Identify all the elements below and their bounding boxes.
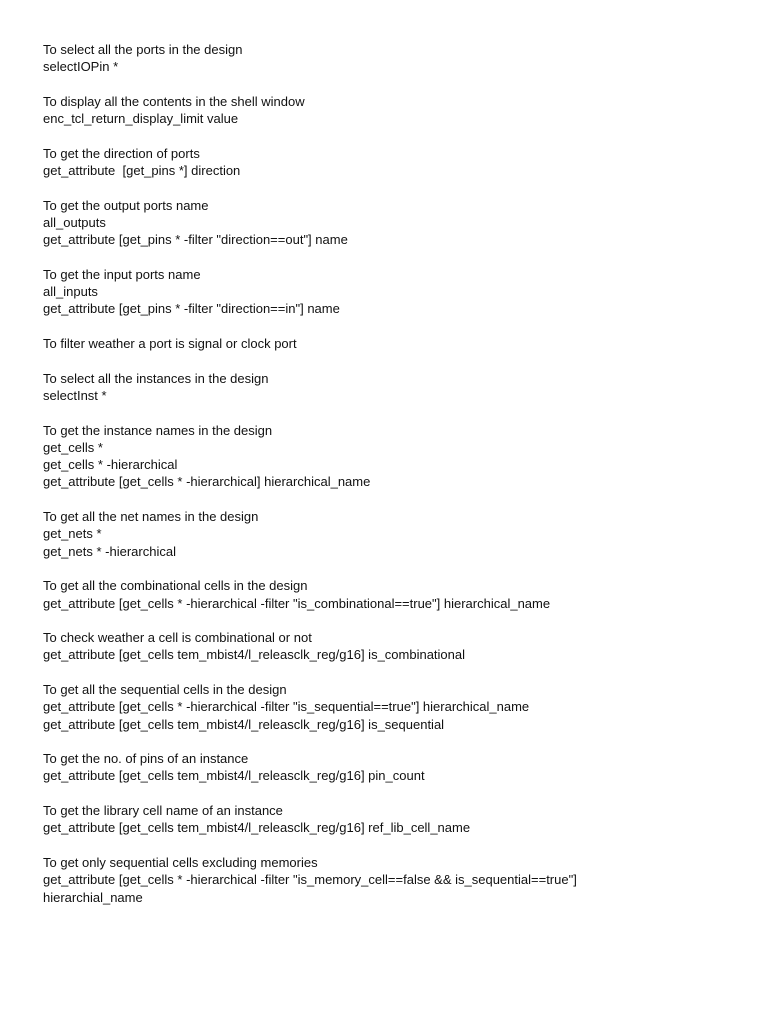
command-line: get_attribute [get_pins *] direction: [43, 163, 241, 179]
note-section: [43, 335, 743, 352]
section-heading: To get only sequential cells excluding memories: [43, 854, 318, 870]
section-heading: To get the library cell name of an instance: [43, 803, 283, 819]
note-section: [43, 422, 743, 491]
note-section: [43, 41, 743, 76]
note-section: [43, 802, 743, 837]
note-section: [43, 197, 743, 249]
section-heading: To get the input ports name: [43, 266, 201, 282]
section-heading: To get all the net names in the design: [43, 509, 259, 525]
command-line: get_attribute [get_cells tem_mbist4/l_releasclk_reg/g16] pin_count: [43, 768, 425, 784]
note-section: [43, 370, 743, 405]
note-section: [43, 93, 743, 128]
section-heading: To filter weather a port is signal or clock port: [43, 336, 297, 352]
section-heading: To get the direction of ports: [43, 145, 200, 161]
section-heading: To get the output ports name: [43, 197, 209, 213]
command-line: get_cells * -hierarchical: [43, 457, 178, 473]
section-heading: To get the no. of pins of an instance: [43, 751, 249, 767]
command-line: get_attribute [get_cells tem_mbist4/l_releasclk_reg/g16] ref_lib_cell_name: [43, 820, 471, 836]
note-section: [43, 508, 743, 560]
command-line: get_nets *: [43, 526, 102, 542]
note-section: [43, 629, 743, 664]
command-line: hierarchial_name: [43, 889, 143, 905]
command-line: get_attribute [get_pins * -filter "direction==out"] name: [43, 232, 348, 248]
section-heading: To get all the combinational cells in the design: [43, 578, 308, 594]
note-section: [43, 577, 743, 612]
command-line: get_nets * -hierarchical: [43, 543, 176, 559]
command-line: get_attribute [get_cells tem_mbist4/l_releasclk_reg/g16] is_combinational: [43, 647, 466, 663]
note-section: [43, 266, 743, 318]
command-line: get_attribute [get_cells * -hierarchical -filter "is_sequential==true"] hierarchical_name: [43, 699, 530, 715]
command-line: get_cells *: [43, 439, 103, 455]
command-line: selectInst *: [43, 387, 107, 403]
section-heading: To check weather a cell is combinational or not: [43, 630, 312, 646]
command-line: get_attribute [get_cells * -hierarchical -filter "is_memory_cell==false && is_sequential==true"]: [43, 872, 577, 888]
section-heading: To select all the ports in the design: [43, 42, 243, 57]
note-section: [43, 854, 743, 906]
section-heading: To get all the sequential cells in the design: [43, 681, 287, 697]
document-page: [43, 41, 743, 923]
command-line: get_attribute [get_cells * -hierarchical] hierarchical_name: [43, 474, 371, 490]
note-section: [43, 681, 743, 733]
command-line: get_attribute [get_pins * -filter "direction==in"] name: [43, 301, 340, 317]
command-line: get_attribute [get_cells * -hierarchical -filter "is_combinational==true"] hierarchical_name: [43, 595, 551, 611]
note-section: [43, 145, 743, 180]
command-line: all_inputs: [43, 284, 98, 300]
section-heading: To display all the contents in the shell window: [43, 93, 305, 109]
command-line: selectIOPin *: [43, 59, 119, 75]
section-heading: To get the instance names in the design: [43, 422, 273, 438]
note-section: [43, 750, 743, 785]
command-line: get_attribute [get_cells tem_mbist4/l_releasclk_reg/g16] is_sequential: [43, 716, 445, 732]
command-line: enc_tcl_return_display_limit value: [43, 111, 239, 127]
command-line: all_outputs: [43, 214, 106, 230]
section-heading: To select all the instances in the design: [43, 370, 269, 386]
